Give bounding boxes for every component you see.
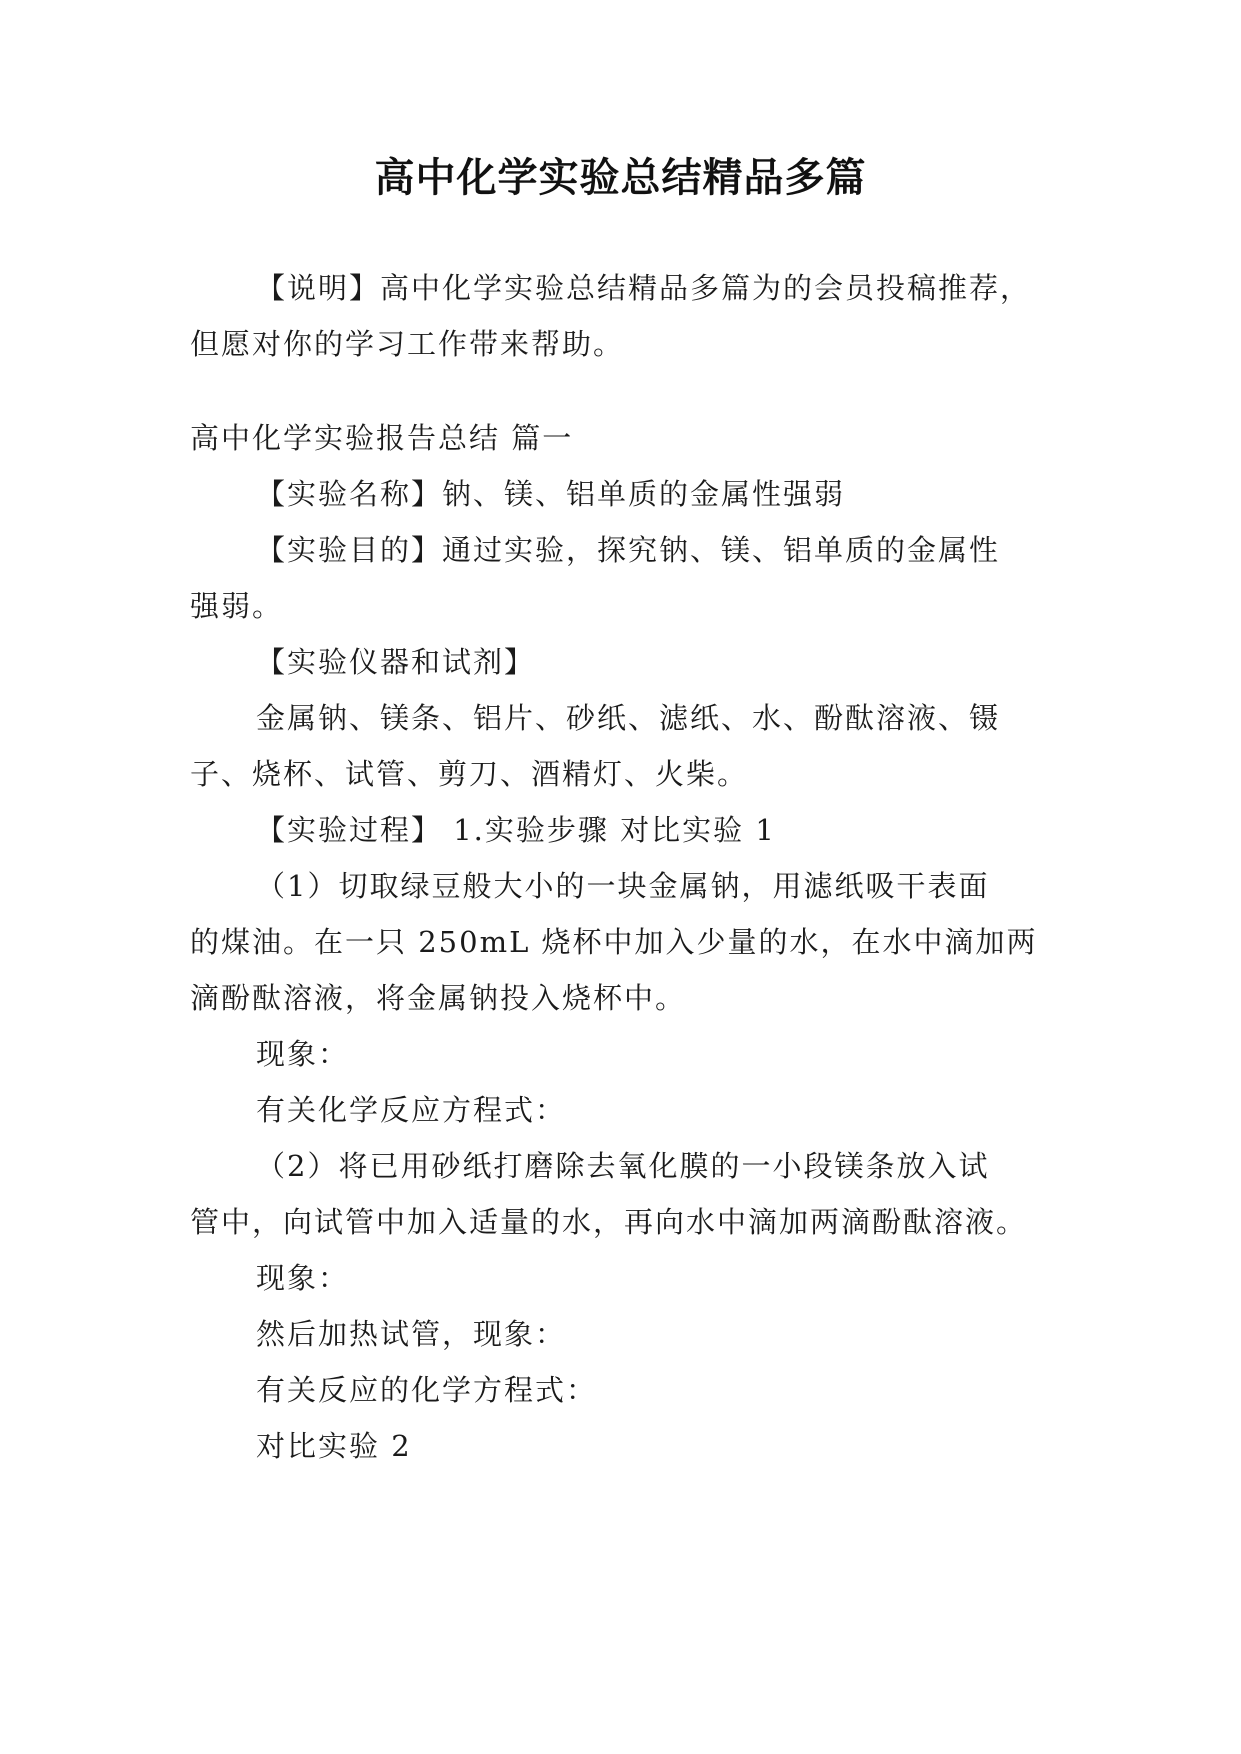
article-body bbox=[190, 410, 1055, 1474]
contrast-experiment-2: 对比实验 2 bbox=[256, 1429, 412, 1463]
equation-2: 有关反应的化学方程式： bbox=[256, 1373, 598, 1407]
step1-line-2: 的煤油。在一只 250mL 烧杯中加入少量的水，在水中滴加两 bbox=[190, 925, 1038, 959]
experiment-purpose-line-2: 强弱。 bbox=[190, 589, 284, 623]
process-heading: 【实验过程】 1.实验步骤 对比实验 1 bbox=[256, 813, 776, 847]
phenomenon-1: 现象： bbox=[256, 1037, 350, 1071]
step2-line-1: （2）将已用砂纸打磨除去氧化膜的一小段镁条放入试 bbox=[256, 1149, 990, 1183]
heat-phenomenon: 然后加热试管，现象： bbox=[256, 1317, 567, 1351]
phenomenon-2: 现象： bbox=[256, 1261, 350, 1295]
note-line-1: 【说明】高中化学实验总结精品多篇为的会员投稿推荐， bbox=[256, 271, 1032, 305]
equation-1: 有关化学反应方程式： bbox=[256, 1093, 567, 1127]
section-heading: 高中化学实验报告总结 篇一 bbox=[190, 421, 574, 455]
instruments-line-1: 金属钠、镁条、铝片、砂纸、滤纸、水、酚酞溶液、镊 bbox=[256, 701, 1001, 735]
step1-line-3: 滴酚酞溶液，将金属钠投入烧杯中。 bbox=[190, 981, 687, 1015]
step1-line-1: （1）切取绿豆般大小的一块金属钠，用滤纸吸干表面 bbox=[256, 869, 990, 903]
note-paragraph bbox=[190, 260, 1055, 372]
document-title: 高中化学实验总结精品多篇 bbox=[374, 155, 867, 201]
note-line-2: 但愿对你的学习工作带来帮助。 bbox=[190, 327, 625, 361]
step2-line-2: 管中，向试管中加入适量的水，再向水中滴加两滴酚酞溶液。 bbox=[190, 1205, 1028, 1239]
experiment-name: 【实验名称】钠、镁、铝单质的金属性强弱 bbox=[256, 477, 846, 511]
experiment-purpose-line-1: 【实验目的】通过实验，探究钠、镁、铝单质的金属性 bbox=[256, 533, 1001, 567]
instruments-heading: 【实验仪器和试剂】 bbox=[256, 645, 536, 679]
instruments-line-2: 子、烧杯、试管、剪刀、酒精灯、火柴。 bbox=[190, 757, 749, 791]
